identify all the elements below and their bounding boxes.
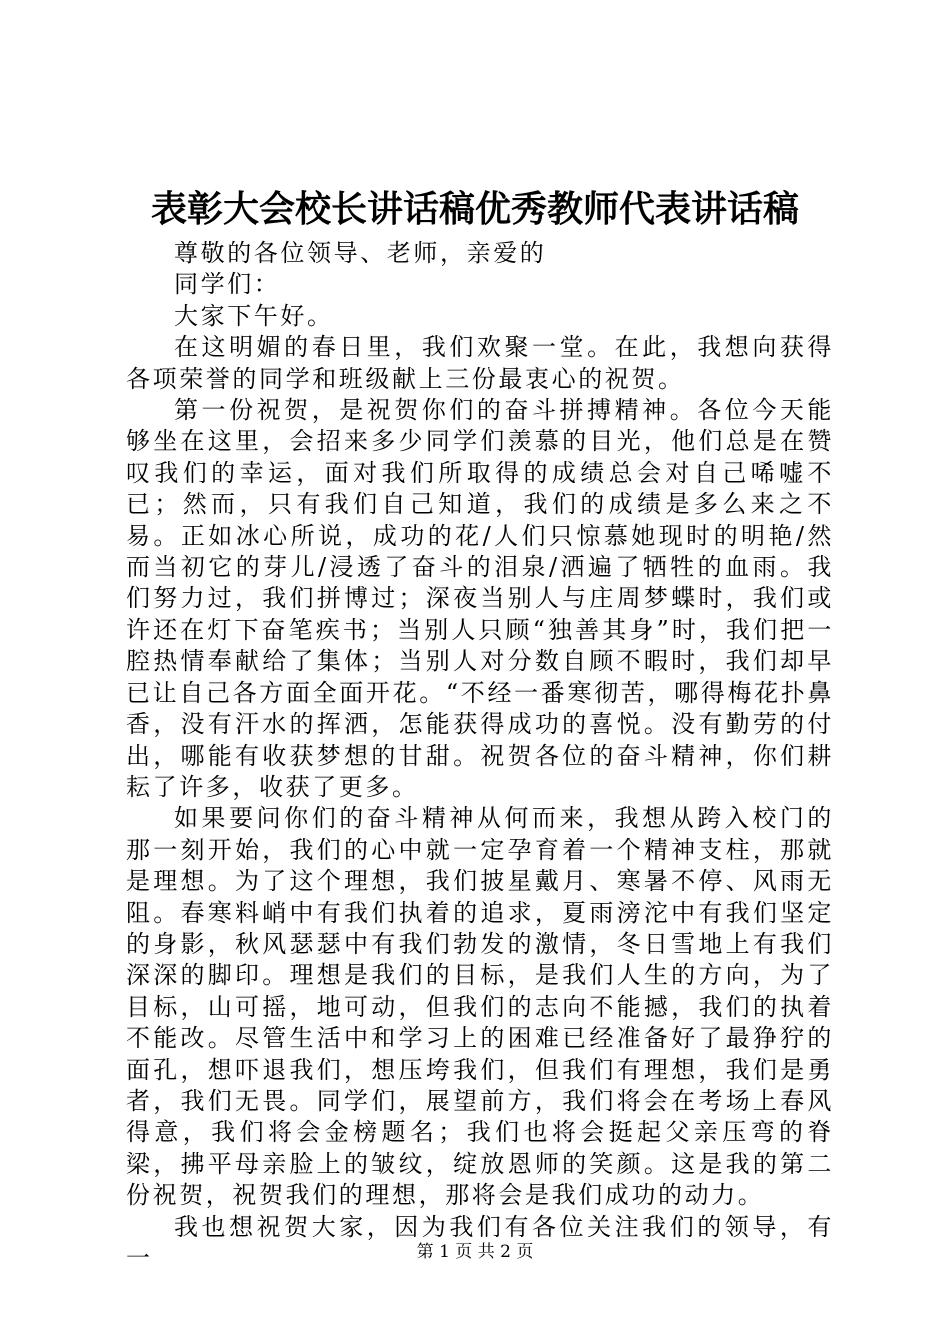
greeting-line: 大家下午好。 [174, 301, 334, 330]
document-body [126, 238, 834, 1274]
body-paragraph: 第一份祝贺，是祝贺你们的奋斗拼搏精神。各位今天能够坐在这里，会招来多少同学们羡慕的目光，他们总是在赞叹我们的幸运，面对我们所取得的成绩总会对自己唏嘘不已；然而，只有我们自己知道，我们的成绩是多么来之不易。正如冰心所说，成功的花/人们只惊慕她现时的明艳/然而当初它的芽儿/浸透了奋斗的泪泉/洒遍了牺牲的血雨。我们努力过，我们拼博过；深夜当别人与庄周梦蝶时，我们或许还在灯下奋笔疾书；当别人只顾“独善其身”时，我们把一腔热情奉献给了集体；当别人对分数自顾不暇时，我们却早已让自己各方面全面开花。“不经一番寒彻苦，哪得梅花扑鼻香，没有汗水的挥洒，怎能获得成功的喜悦。没有勤劳的付出，哪能有收获梦想的甘甜。祝贺各位的奋斗精神，你们耕耘了许多，收获了更多。 [126, 396, 834, 801]
salutation-line: 同学们： [174, 270, 281, 299]
salutation-line: 尊敬的各位领导、老师，亲爱的 [174, 239, 547, 267]
page-number-footer: 第 1 页 共 2 页 [416, 1242, 534, 1262]
body-paragraph: 在这明媚的春日里，我们欢聚一堂。在此，我想向获得各项荣誉的同学和班级献上三份最衷心的祝贺。 [126, 333, 834, 393]
document-title: 表彰大会校长讲话稿优秀教师代表讲话稿 [150, 188, 799, 230]
body-paragraph: 我也想祝贺大家，因为我们有各位关注我们的领导，有一 [126, 1212, 834, 1272]
body-paragraph: 如果要问你们的奋斗精神从何而来，我想从跨入校门的那一刻开始，我们的心中就一定孕育着一个精神支柱，那就是理想。为了这个理想，我们披星戴月、寒暑不停、风雨无阻。春寒料峭中有我们执着的追求，夏雨滂沱中有我们坚定的身影，秋风瑟瑟中有我们勃发的激情，冬日雪地上有我们深深的脚印。理想是我们的目标，是我们人生的方向，为了目标，山可摇，地可动，但我们的志向不能撼，我们的执着不能改。尽管生活中和学习上的困难已经准备好了最狰狞的面孔，想吓退我们，想压垮我们，但我们有理想，我们是勇者，我们无畏。同学们，展望前方，我们将会在考场上春风得意，我们将会金榜题名；我们也将会挺起父亲压弯的脊梁，拂平母亲脸上的皱纹，绽放恩师的笑颜。这是我的第二份祝贺，祝贺我们的理想，那将会是我们成功的动力。 [126, 804, 834, 1210]
